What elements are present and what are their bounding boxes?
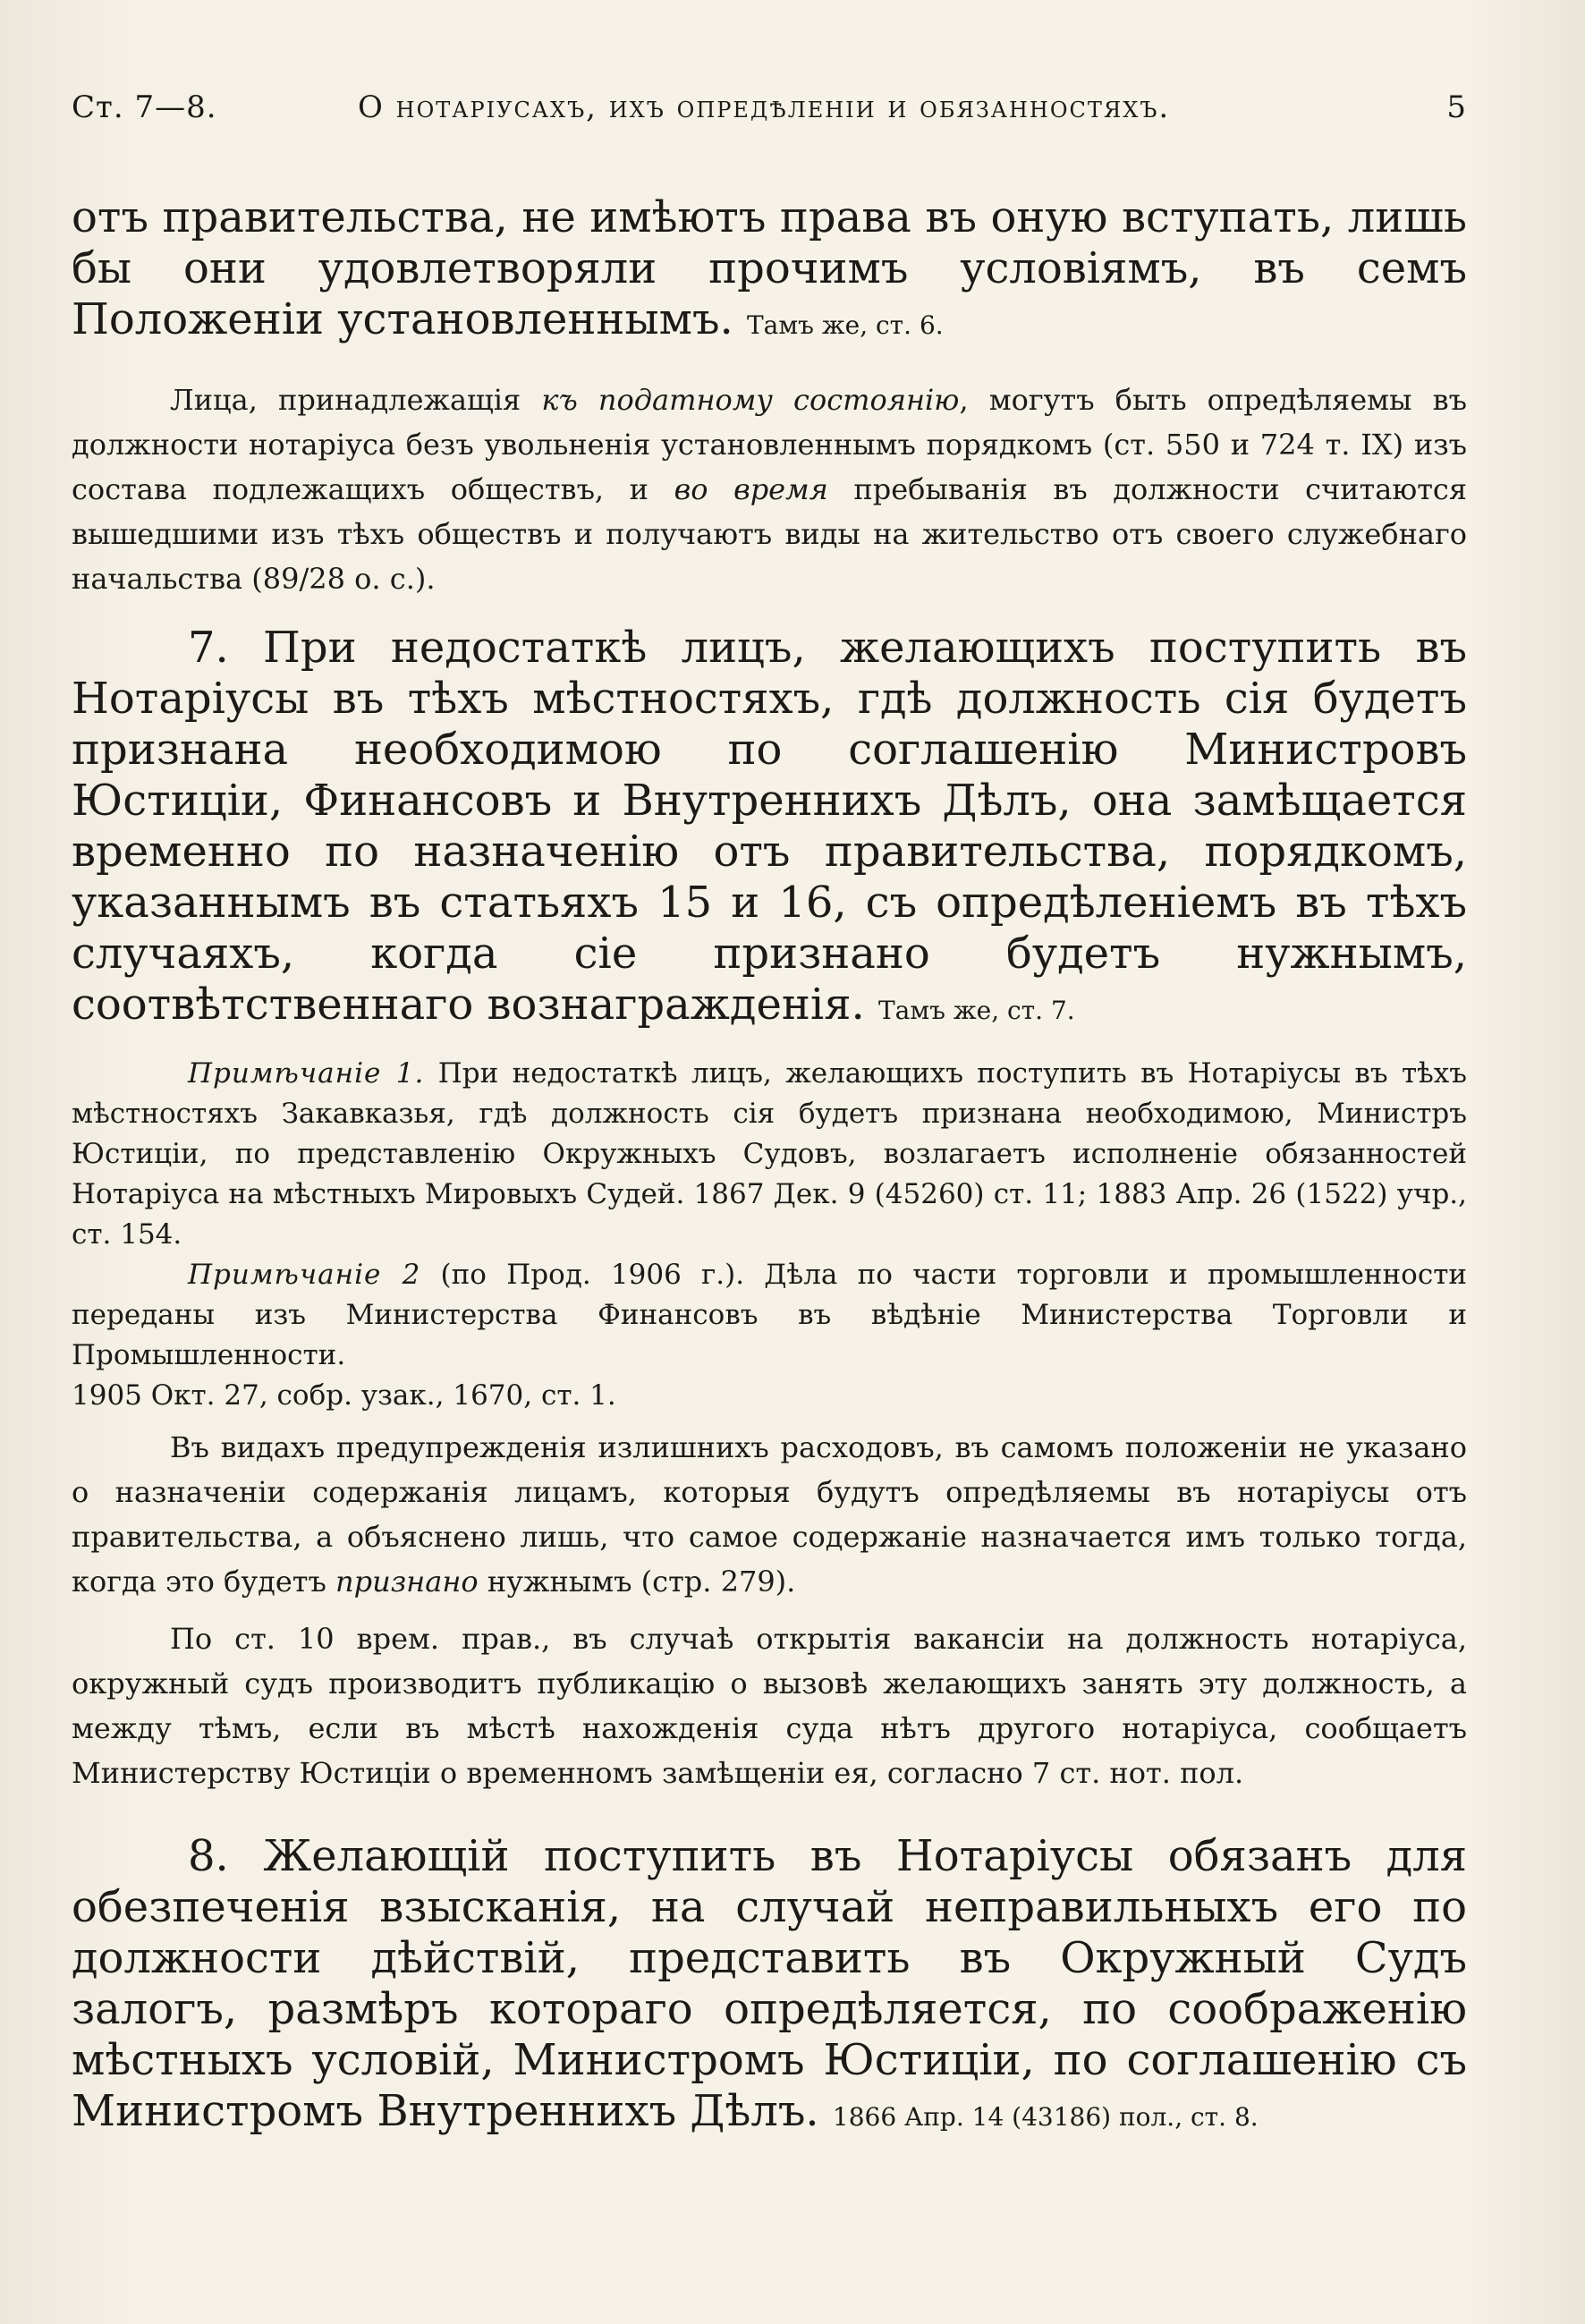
commentary-1-italic-b: во время [674,472,828,506]
commentary-1-text-b: , могутъ быть опредѣляемы въ должности нотаріуса безъ увольненія установленнымъ порядкомъ (ст. 550 и 724 т. IX) изъ состава подлежащихъ обществъ, и [72,383,1468,506]
note-2-text: (по Прод. 1906 г.). Дѣла по части торговли и промышленности переданы изъ Министерства Финансовъ въ вѣдѣніе Министерства Торговли и Промышленности. [72,1259,1468,1371]
article-7-citation: Тамъ же, ст. 7. [878,996,1075,1025]
chapter-title: О нотаріусахъ, ихъ опредѣленіи и обязанностяхъ. [358,89,1171,125]
commentary-1-text-c: пребыванія въ должности считаются вышедшими изъ тѣхъ обществъ и получаютъ виды на жительство отъ своего служебнаго начальства (89/28 о. с.). [72,472,1468,596]
commentary-paragraph-3: По ст. 10 врем. прав., въ случаѣ открытія вакансіи на должность нотаріуса, окружный судъ производитъ публикацію о вызовѣ желающихъ занять эту должность, а между тѣмъ, если въ мѣстѣ нахожденія суда нѣтъ другого нотаріуса, сообщаетъ Министерству Юстиціи о временномъ замѣщеніи ея, согласно 7 ст. нот. пол. [72,1622,1467,1790]
article-range: Ст. 7—8. [72,89,217,125]
commentary-2-text-b: нужнымъ (стр. 279). [478,1565,796,1599]
article-8 [72,1831,1467,2142]
note-1 [72,1054,1467,1255]
commentary-paragraph-2 [72,1425,1467,1604]
article-8-text: 8. Желающій поступить въ Нотаріусы обязанъ для обезпеченія взысканія, на случай неправильныхъ его по должности дѣйствій, представить въ Окружный Судъ залогъ, размѣръ котораго опредѣляется, по соображенію мѣстныхъ условій, Министромъ Юстиціи, по соглашенію съ Министромъ Внутреннихъ Дѣлъ. [72,1831,1467,2136]
article-8-citation: 1866 Апр. 14 (43186) пол., ст. 8. [832,2102,1259,2132]
running-head [72,89,1467,143]
note-1-text: При недостаткѣ лицъ, желающихъ поступить въ Нотаріусы въ тѣхъ мѣстностяхъ Закавказья, гдѣ должность сія будетъ признана необходимою, Министръ Юстиціи, по представленію Окружныхъ Судовъ, возлагаетъ исполненіе обязанностей Нотаріуса на мѣстныхъ Мировыхъ Судей. 1867 Дек. 9 (45260) ст. 11; 1883 Апр. 26 (1522) учр., ст. 154. [72,1057,1467,1251]
commentary-paragraph-1 [72,377,1467,601]
page-body [72,192,1467,2160]
note-2 [72,1255,1467,1376]
commentary-1-italic-a: къ податному состоянію [541,383,960,417]
article-6-continuation [72,192,1467,351]
commentary-2-italic: признано [335,1565,479,1599]
note-1-label: Примѣчаніе 1. [188,1057,425,1090]
note-2-source: 1905 Окт. 27, собр. узак., 1670, ст. 1. [72,1379,616,1412]
note-2-label: Примѣчаніе 2 [188,1259,421,1291]
article-6-text: отъ правительства, не имѣютъ права въ оную вступать, лишь бы они удовлетворяли прочимъ условіямъ, въ семъ Положеніи установленнымъ. [72,192,1467,344]
commentary-2-text-a: Въ видахъ предупрежденія излишнихъ расходовъ, въ самомъ положеніи не указано о назначеніи содержанія лицамъ, которыя будутъ опредѣляемы въ нотаріусы отъ правительства, а объяснено лишь, что самое содержаніе назначается имъ только тогда, когда это будетъ [72,1430,1467,1599]
article-7-text: 7. При недостаткѣ лицъ, желающихъ поступить въ Нотаріусы въ тѣхъ мѣстностяхъ, гдѣ должность сія будетъ признана необходимою по соглашенію Министровъ Юстиціи, Финансовъ и Внутреннихъ Дѣлъ, она замѣщается временно по назначенію отъ правительства, порядкомъ, указаннымъ въ статьяхъ 15 и 16, съ опредѣленіемъ въ тѣхъ случаяхъ, когда сіе признано будетъ нужнымъ, соотвѣтственнаго вознагражденія. [72,623,1467,1030]
commentary-1-text-a: Лица, принадлежащія [170,383,542,417]
article-7 [72,623,1467,1036]
page-number: 5 [1446,89,1467,125]
article-6-citation: Тамъ же, ст. 6. [747,310,944,340]
